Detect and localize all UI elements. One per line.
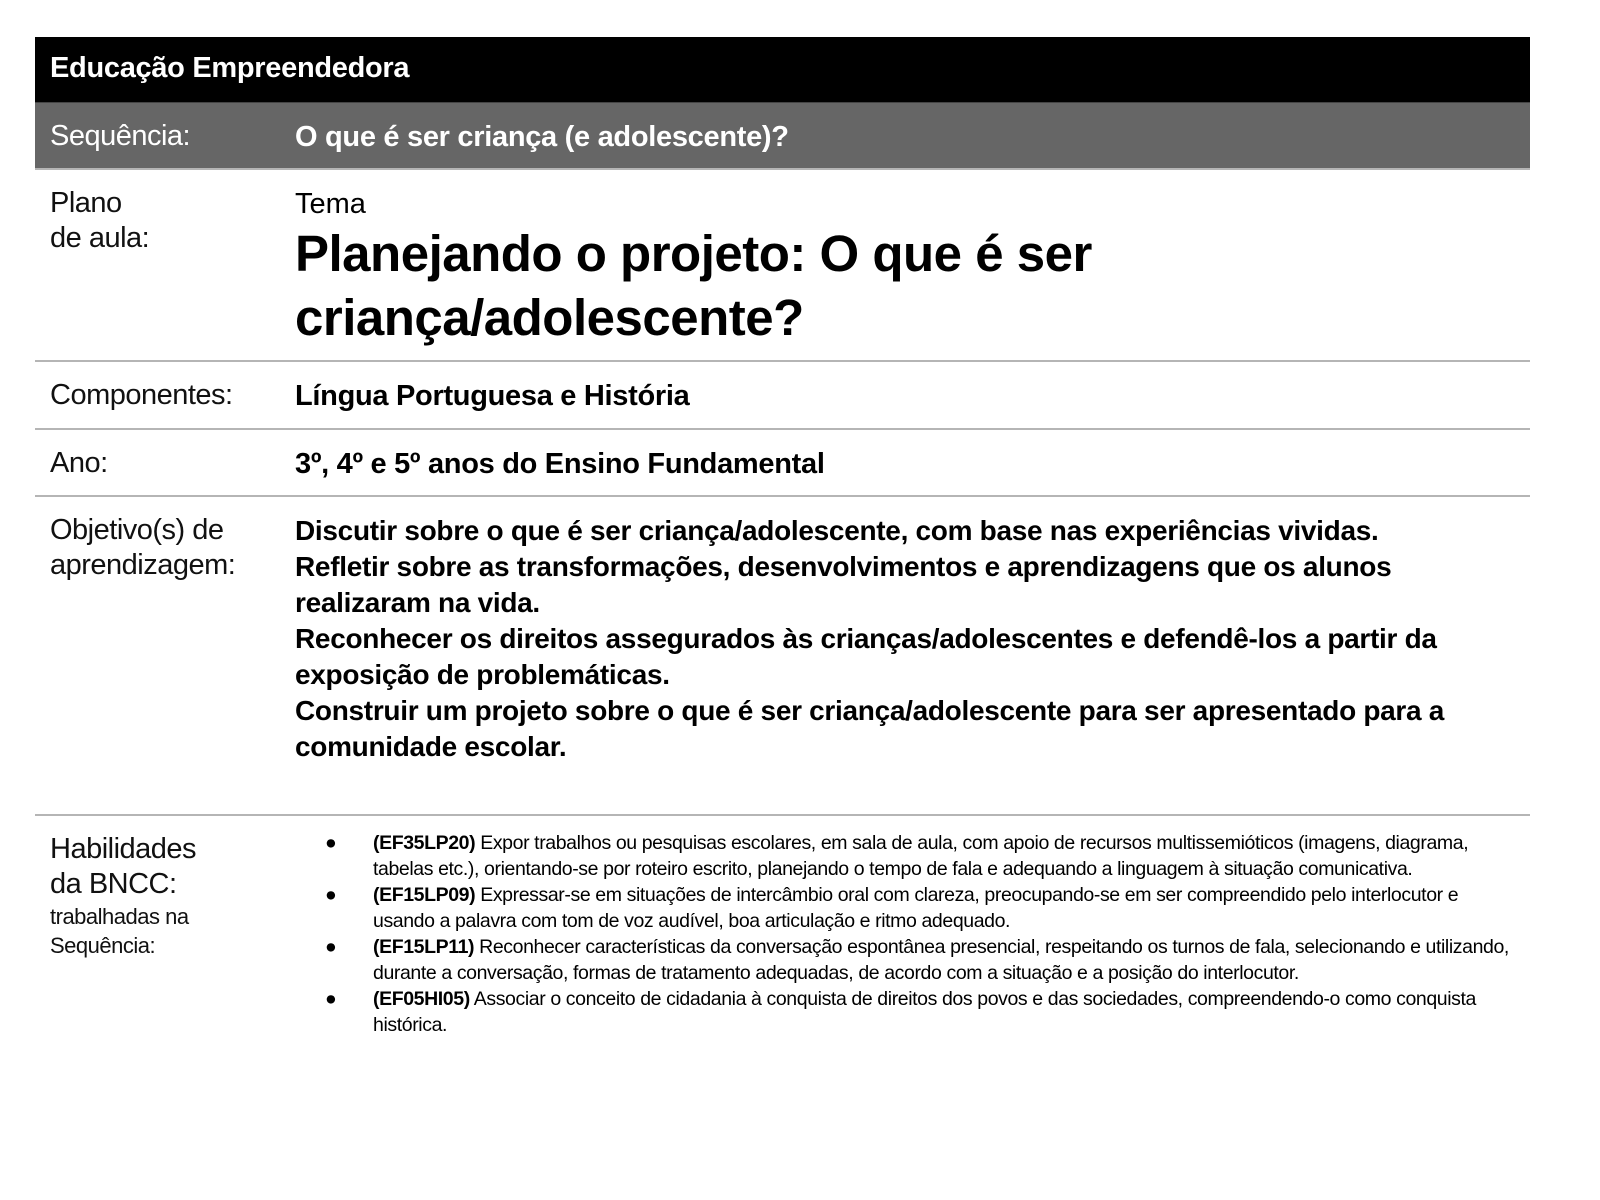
habilidades-list bbox=[325, 830, 1522, 1038]
componentes-value: Língua Portuguesa e História bbox=[295, 380, 690, 412]
sequencia-value: O que é ser criança (e adolescente)? bbox=[295, 121, 789, 153]
objetivo-item: Refletir sobre as transformações, desenvolvimentos e aprendizagens que os alunos realizaram na vida. bbox=[295, 551, 1392, 618]
skill-code: (EF15LP11) bbox=[373, 936, 475, 958]
skill-text: Reconhecer características da conversação espontânea presencial, respeitando os turnos de fala, selecionando e utilizando, durante a conversação, formas de tratamento adequadas, de acordo com a situação e a posição do interlocutor. bbox=[373, 936, 1509, 984]
skill-code: (EF05HI05) bbox=[373, 988, 470, 1010]
habilidades-label-line2: da BNCC: bbox=[50, 868, 177, 900]
lesson-plan-table bbox=[35, 37, 1530, 1106]
sequencia-label: Sequência: bbox=[50, 120, 191, 152]
bullet-icon: ● bbox=[325, 988, 337, 1010]
componentes-row bbox=[35, 362, 1530, 430]
list-item bbox=[325, 882, 1522, 934]
ano-label: Ano: bbox=[50, 447, 108, 479]
objetivos-label-line1: Objetivo(s) de bbox=[50, 514, 224, 546]
plano-label bbox=[50, 186, 149, 256]
ano-row bbox=[35, 430, 1530, 497]
plano-row bbox=[35, 170, 1530, 362]
plano-label-line2: de aula: bbox=[50, 222, 150, 254]
objetivo-item: Reconhecer os direitos assegurados às crianças/adolescentes e defendê-los a partir da exposição de problemáticas. bbox=[295, 623, 1437, 690]
header-title: Educação Empreendedora bbox=[50, 52, 410, 84]
habilidades-sub-line1: trabalhadas na bbox=[50, 904, 189, 929]
skill-text: Expressar-se em situações de intercâmbio oral com clareza, preocupando-se em ser compreendido pelo interlocutor e usando a palavra com tom de voz audível, boa articulação e ritmo adequado. bbox=[373, 884, 1459, 932]
sequencia-row bbox=[35, 103, 1530, 170]
lesson-title: Planejando o projeto: O que é ser criança/adolescente? bbox=[295, 225, 1092, 346]
objetivos-row bbox=[35, 497, 1530, 816]
plano-label-line1: Plano bbox=[50, 187, 122, 219]
ano-value: 3º, 4º e 5º anos do Ensino Fundamental bbox=[295, 448, 825, 480]
habilidades-row bbox=[35, 816, 1530, 1106]
bullet-icon: ● bbox=[325, 832, 337, 854]
objetivo-item: Construir um projeto sobre o que é ser criança/adolescente para ser apresentado para a comunidade escolar. bbox=[295, 695, 1445, 762]
skill-code: (EF15LP09) bbox=[373, 884, 476, 906]
list-item bbox=[325, 830, 1522, 882]
list-item bbox=[325, 934, 1522, 986]
skill-text: Expor trabalhos ou pesquisas escolares, em sala de aula, com apoio de recursos multissemióticos (imagens, diagrama, tabelas etc.), orientando-se por roteiro escrito, planejando o tempo de fala e adequando a linguagem à situação comunicativa. bbox=[373, 832, 1469, 880]
bullet-icon: ● bbox=[325, 936, 337, 958]
bullet-icon: ● bbox=[325, 884, 337, 906]
objetivos-label bbox=[50, 513, 235, 583]
habilidades-sub-line2: Sequência: bbox=[50, 933, 156, 958]
habilidades-label bbox=[50, 832, 196, 960]
objetivo-item: Discutir sobre o que é ser criança/adolescente, com base nas experiências vividas. bbox=[295, 515, 1379, 546]
objetivos-list bbox=[295, 513, 1520, 765]
habilidades-label-line1: Habilidades bbox=[50, 833, 197, 865]
list-item bbox=[325, 986, 1522, 1038]
skill-text: Associar o conceito de cidadania à conquista de direitos dos povos e das sociedades, compreendendo-o como conquista histórica. bbox=[373, 988, 1476, 1036]
skill-code: (EF35LP20) bbox=[373, 832, 476, 854]
componentes-label: Componentes: bbox=[50, 379, 233, 411]
header-row bbox=[35, 37, 1530, 103]
tema-label: Tema bbox=[295, 188, 366, 220]
objetivos-label-line2: aprendizagem: bbox=[50, 549, 236, 581]
